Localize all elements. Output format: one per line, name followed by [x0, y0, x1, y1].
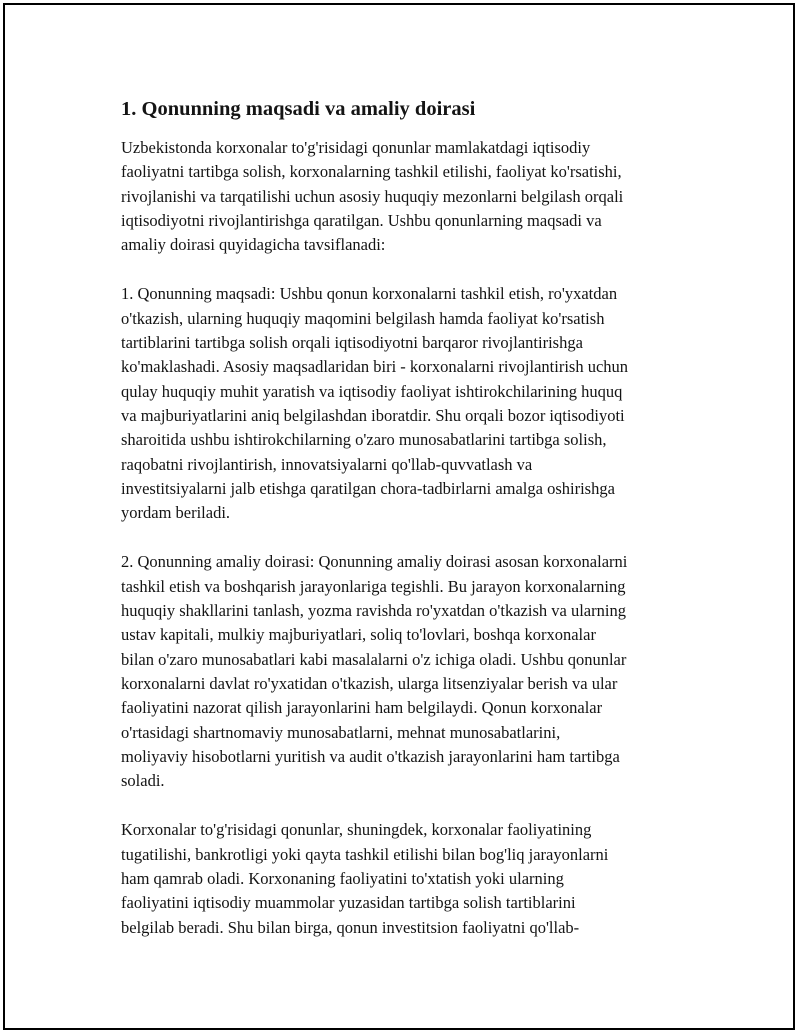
text-line: ko'maklashadi. Asosiy maqsadlaridan biri - korxonalarni rivojlantirish uchun	[121, 357, 629, 377]
text-line: amaliy doirasi quyidagicha tavsiflanadi:	[121, 235, 386, 255]
text-line: tashkil etish va boshqarish jarayonlariga tegishli. Bu jarayon korxonalarning	[121, 576, 626, 596]
text-line: iqtisodiyotni rivojlantirishga qaratilgan. Ushbu qonunlarning maqsadi va	[121, 210, 602, 230]
text-line: soladi.	[121, 771, 165, 791]
text-line: 1. Qonunning maqsadi: Ushbu qonun korxonalarni tashkil etish, ro'yxatdan	[121, 284, 618, 304]
text-line: tugatilishi, bankrotligi yoki qayta tashkil etilishi bilan bog'liq jarayonlarni	[121, 844, 609, 864]
paragraph-intro	[121, 136, 711, 257]
text-line: moliyaviy hisobotlarni yuritish va audit o'tkazish jarayonlarini ham tartibga	[121, 746, 620, 766]
text-line: investitsiyalarni jalb etishga qaratilgan chora-tadbirlarni amalga oshirishga	[121, 478, 615, 498]
text-line: bilan o'zaro munosabatlari kabi masalalarni o'z ichiga oladi. Ushbu qonunlar	[121, 649, 627, 669]
paragraph-purpose	[121, 282, 711, 525]
text-line: rivojlanishi va tarqatilishi uchun asosiy huquqiy mezonlarni belgilash orqali	[121, 186, 624, 206]
page-frame	[3, 3, 795, 1030]
text-line: 2. Qonunning amaliy doirasi: Qonunning amaliy doirasi asosan korxonalarni	[121, 552, 628, 572]
text-line: huquqiy shakllarini tanlash, yozma ravishda ro'yxatdan o'tkazish va ularning	[121, 601, 626, 621]
text-line: ham qamrab oladi. Korxonaning faoliyatini to'xtatish yoki ularning	[121, 869, 564, 889]
text-line: o'tkazish, ularning huquqiy maqomini belgilash hamda faoliyat ko'rsatish	[121, 308, 605, 328]
paragraph-scope	[121, 550, 711, 793]
text-line: Korxonalar to'g'risidagi qonunlar, shuningdek, korxonalar faoliyatining	[121, 820, 592, 840]
text-line: tartiblarini tartibga solish orqali iqtisodiyotni barqaror rivojlantirishga	[121, 333, 583, 353]
text-line: va majburiyatlarini aniq belgilashdan iboratdir. Shu orqali bozor iqtisodiyoti	[121, 405, 625, 425]
text-line: raqobatni rivojlantirish, innovatsiyalarni qo'llab-quvvatlash va	[121, 454, 533, 474]
text-line: belgilab beradi. Shu bilan birga, qonun investitsion faoliyatni qo'llab-	[121, 917, 580, 937]
text-line: sharoitida ushbu ishtirokchilarning o'zaro munosabatlarini tartibga solish,	[121, 430, 607, 450]
paragraph-liquidation	[121, 818, 711, 939]
text-line: faoliyatini iqtisodiy muammolar yuzasidan tartibga solish tartiblarini	[121, 893, 576, 913]
text-line: Uzbekistonda korxonalar to'g'risidagi qonunlar mamlakatdagi iqtisodiy	[121, 138, 591, 157]
document-body	[121, 96, 711, 965]
text-line: faoliyatni tartibga solish, korxonalarning tashkil etilishi, faoliyat ko'rsatishi,	[121, 162, 622, 182]
text-line: qulay huquqiy muhit yaratish va iqtisodiy faoliyat ishtirokchilarining huquq	[121, 381, 623, 401]
text-line: faoliyatini nazorat qilish jarayonlarini ham belgilaydi. Qonun korxonalar	[121, 698, 603, 718]
text-line: korxonalarni davlat ro'yxatidan o'tkazish, ularga litsenziyalar berish va ular	[121, 673, 618, 693]
text-line: o'rtasidagi shartnomaviy munosabatlarni, mehnat munosabatlarini,	[121, 722, 561, 742]
text-line: ustav kapitali, mulkiy majburiyatlari, soliq to'lovlari, boshqa korxonalar	[121, 625, 596, 645]
section-heading: 1. Qonunning maqsadi va amaliy doirasi	[121, 98, 476, 120]
text-line: yordam beriladi.	[121, 503, 231, 523]
